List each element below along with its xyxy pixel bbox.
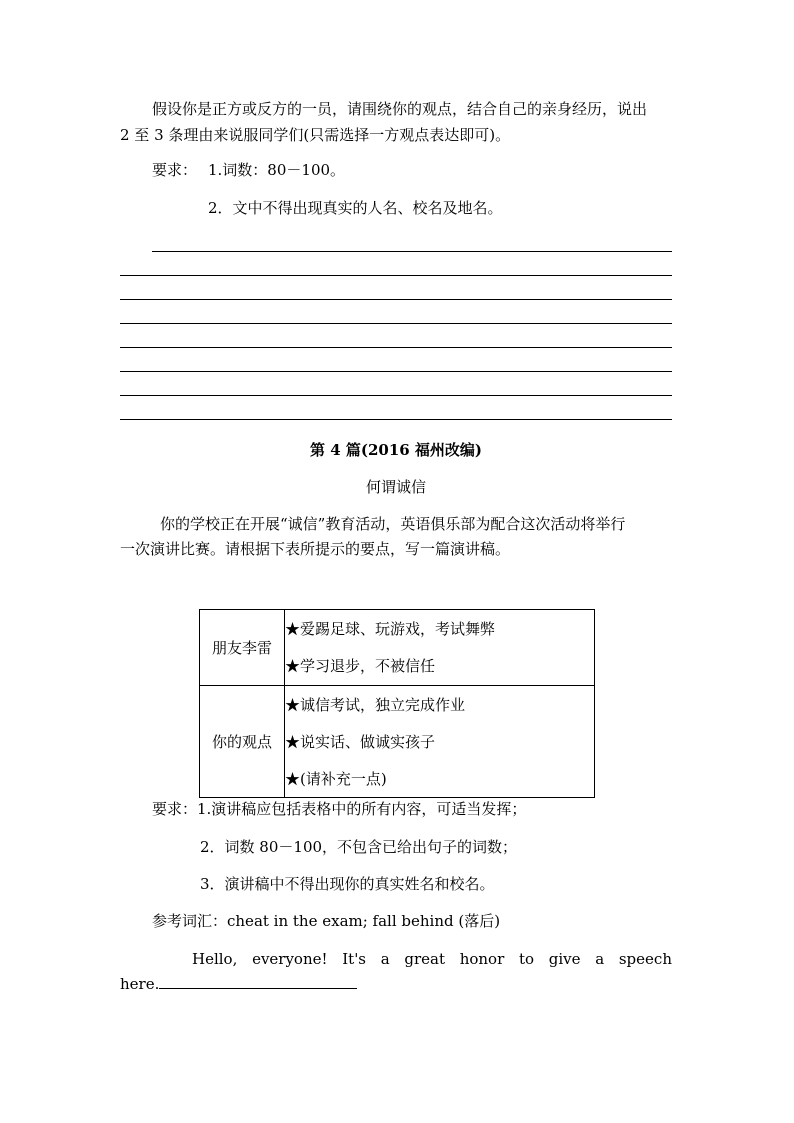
table-item: ★说实话、做诚实孩子 — [285, 732, 436, 751]
reference-vocabulary: 参考词汇：cheat in the exam; fall behind (落后) — [152, 912, 501, 930]
speech-starter-line — [192, 949, 672, 969]
starter-word: here. — [120, 975, 160, 993]
writing-line[interactable] — [120, 323, 672, 324]
starter-word: Hello, — [192, 950, 238, 968]
starter-word: speech — [618, 950, 672, 968]
writing-line[interactable] — [120, 371, 672, 372]
writing-line[interactable] — [120, 275, 672, 276]
prompt-table — [199, 609, 595, 798]
writing-line[interactable] — [152, 251, 672, 252]
table-item: ★诚信考试，独立完成作业 — [285, 695, 466, 714]
starter-word: honor — [459, 950, 505, 968]
table-row — [200, 686, 595, 798]
table-row-label: 朋友李雷 — [200, 610, 285, 686]
task-paragraph-line2: 一次演讲比赛。请根据下表所提示的要点，写一篇演讲稿。 — [120, 540, 511, 558]
table-row-label: 你的观点 — [200, 686, 285, 798]
starter-word: a — [595, 950, 605, 968]
task-paragraph-line1: 你的学校正在开展“诚信”教育活动，英语俱乐部为配合这次活动将举行 — [160, 515, 626, 533]
writing-line[interactable] — [120, 347, 672, 348]
starter-word: everyone! — [252, 950, 328, 968]
section-heading: 第 4 篇(2016 福州改编) — [309, 441, 483, 459]
writing-line[interactable] — [120, 299, 672, 300]
table-row-items — [285, 686, 595, 798]
section-title: 何谓诚信 — [365, 478, 426, 496]
task-requirement-1: 要求：1.演讲稿应包括表格中的所有内容，可适当发挥； — [152, 800, 527, 818]
intro-requirements-label: 要求： — [152, 161, 198, 179]
table-item: ★爱踢足球、玩游戏，考试舞弊 — [285, 620, 496, 638]
intro-requirement-2: 2．文中不得出现真实的人名、校名及地名。 — [208, 199, 503, 217]
task-requirement-2: 2．词数 80－100，不包含已给出句子的词数； — [200, 838, 518, 856]
writing-line[interactable] — [120, 419, 672, 420]
table-item: ★学习退步，不被信任 — [285, 657, 436, 675]
answer-blank[interactable] — [159, 974, 357, 989]
starter-word: great — [404, 950, 445, 968]
speech-starter-end — [120, 974, 357, 994]
intro-paragraph-line1: 假设你是正方或反方的一员，请围绕你的观点，结合自己的亲身经历，说出 — [152, 100, 648, 118]
writing-line[interactable] — [120, 395, 672, 396]
table-item: ★(请补充一点) — [285, 769, 387, 788]
starter-word: It's — [342, 950, 367, 968]
starter-word: give — [548, 950, 581, 968]
starter-word: a — [380, 950, 390, 968]
table-row — [200, 610, 595, 686]
task-requirement-3: 3．演讲稿中不得出现你的真实姓名和校名。 — [200, 875, 495, 893]
intro-requirement-1: 1.词数：80－100。 — [208, 161, 346, 179]
intro-paragraph-line2: 2 至 3 条理由来说服同学们(只需选择一方观点表达即可)。 — [120, 126, 511, 144]
starter-word: to — [518, 950, 535, 968]
table-row-items — [285, 610, 595, 686]
